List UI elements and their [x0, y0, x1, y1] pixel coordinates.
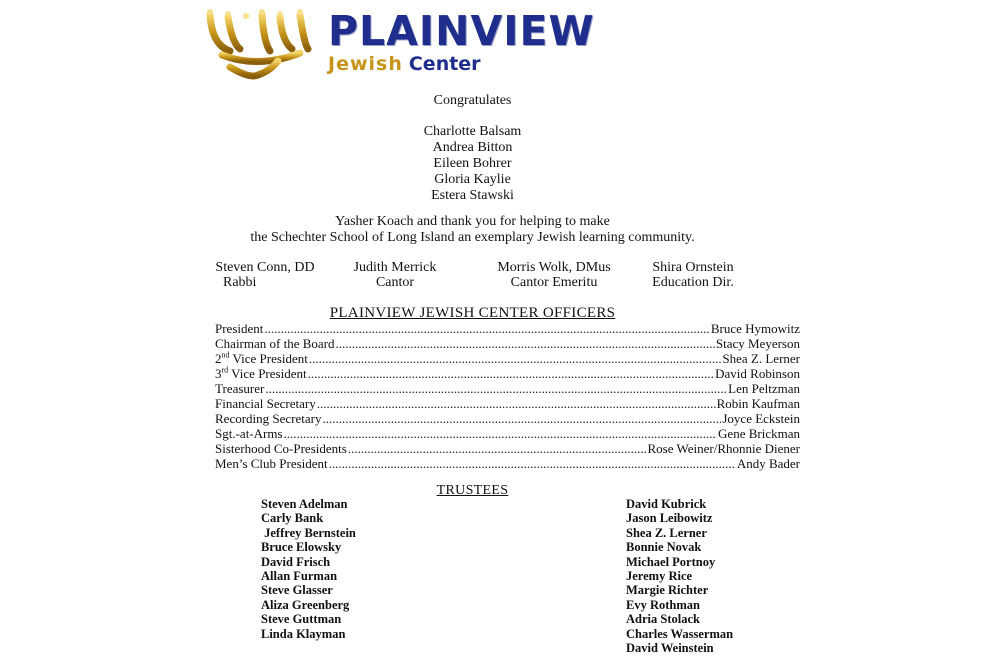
trustee-name: Allan Furman	[261, 568, 338, 583]
congratulates-heading: Congratulates	[433, 93, 512, 108]
officer-name: Stacy Meyerson	[715, 336, 800, 351]
dot-leader	[309, 351, 721, 366]
dot-leader	[265, 381, 727, 396]
ordinal-number: 2	[215, 351, 222, 366]
officer-name: Shea Z. Lerner	[722, 351, 800, 366]
officer-name: Joyce Eckstein	[722, 411, 800, 426]
dot-leader	[264, 321, 709, 336]
officer-title: Men’s Club President	[215, 456, 328, 471]
trustee-name: Steve Guttman	[261, 612, 342, 627]
officer-row	[215, 336, 800, 351]
dot-leader	[348, 441, 647, 456]
officer-row	[215, 366, 800, 381]
trustee-name: Steve Glasser	[261, 583, 333, 598]
logo-subtitle-center: Center	[408, 53, 481, 75]
clergy-role: Cantor Emeritu	[510, 275, 598, 290]
clergy-role: Rabbi	[223, 275, 257, 290]
trustee-name: Charles Wasserman	[626, 626, 734, 641]
officer-title: Treasurer	[215, 381, 265, 396]
plainview-logo	[200, 5, 670, 85]
thanks-message	[0, 214, 945, 246]
trustees-right-column	[626, 497, 733, 655]
trustee-name: Margie Richter	[626, 583, 709, 598]
officer-row	[215, 351, 800, 366]
menorah-logo-icon	[200, 5, 318, 81]
honoree-name: Estera Stawski	[431, 188, 514, 203]
trustee-name: David Kubrick	[626, 497, 707, 511]
trustees-left-column	[261, 497, 356, 641]
honoree-name: Andrea Bitton	[432, 140, 513, 155]
thanks-line-2: the Schechter School of Long Island an exemplary Jewish learning community.	[250, 230, 695, 245]
honoree-name: Eileen Bohrer	[433, 156, 512, 171]
dot-leader	[322, 411, 721, 426]
officer-name: Andy Bader	[736, 456, 800, 471]
officer-title: Sisterhood Co-Presidents	[215, 441, 347, 456]
dot-leader	[329, 456, 736, 471]
officer-row	[215, 426, 800, 441]
officer-name: Gene Brickman	[718, 426, 800, 441]
officer-name: Rose Weiner/Rhonnie Diener	[647, 441, 800, 456]
officer-title: Sgt.-at-Arms	[215, 426, 283, 441]
officer-title: Recording Secretary	[215, 411, 322, 426]
clergy-member	[205, 260, 325, 290]
officer-name: Robin Kaufman	[716, 396, 800, 411]
clergy-role: Cantor	[375, 275, 415, 290]
clergy-name: Morris Wolk, DMus	[497, 260, 611, 275]
trustee-name: Bonnie Novak	[626, 540, 702, 555]
dot-leader	[336, 336, 715, 351]
trustee-name: Steven Adelman	[261, 497, 348, 511]
officer-title: Chairman of the Board	[215, 336, 335, 351]
officer-title-text: Vice President	[229, 351, 308, 366]
trustee-name: Adria Stolack	[626, 612, 700, 627]
ordinal-suffix: nd	[221, 350, 230, 360]
officer-title	[215, 351, 308, 366]
officer-row	[215, 411, 800, 426]
officer-name: Len Peltzman	[728, 381, 800, 396]
logo-title: PLAINVIEW	[328, 7, 595, 55]
trustee-name: Linda Klayman	[261, 626, 346, 641]
dot-leader	[317, 396, 716, 411]
ordinal-number: 3	[215, 366, 222, 381]
thanks-line-1: Yasher Koach and thank you for helping to make	[335, 214, 610, 229]
clergy-name: Judith Merrick	[353, 260, 437, 275]
officer-title: President	[215, 321, 264, 336]
officer-title: Financial Secretary	[215, 396, 316, 411]
ordinal-suffix: rd	[221, 365, 229, 375]
officer-name: Bruce Hymowitz	[710, 321, 800, 336]
officer-row	[215, 441, 800, 456]
trustee-name: David Frisch	[261, 554, 331, 569]
clergy-member	[484, 260, 624, 290]
trustee-name: Michael Portnoy	[626, 554, 716, 569]
officers-heading: PLAINVIEW JEWISH CENTER OFFICERS	[329, 305, 616, 321]
dot-leader	[308, 366, 715, 381]
honorees-list	[0, 124, 945, 204]
trustee-name: Jeffrey Bernstein	[261, 525, 356, 540]
officer-name: David Robinson	[715, 366, 800, 381]
officer-title-text: Vice President	[228, 366, 307, 381]
clergy-member	[638, 260, 748, 290]
trustee-name: Jeremy Rice	[626, 568, 693, 583]
trustees-heading: TRUSTEES	[436, 483, 509, 498]
trustee-name: Shea Z. Lerner	[626, 525, 707, 540]
clergy-role: Education Dir.	[652, 275, 734, 290]
logo-subtitle	[328, 53, 481, 75]
clergy-name: Shira Ornstein	[652, 260, 734, 275]
honoree-name: Gloria Kaylie	[434, 172, 511, 187]
trustee-name: Bruce Elowsky	[261, 540, 342, 555]
officer-title	[215, 366, 307, 381]
officer-row	[215, 456, 800, 471]
dot-leader	[284, 426, 718, 441]
officer-row	[215, 396, 800, 411]
trustee-name: Jason Leibowitz	[626, 511, 713, 526]
officer-row	[215, 321, 800, 336]
honoree-name: Charlotte Balsam	[423, 124, 522, 139]
trustee-name: Carly Bank	[261, 511, 324, 526]
trustee-name: Aliza Greenberg	[261, 597, 350, 612]
officer-row	[215, 381, 800, 396]
clergy-name: Steven Conn, DD	[215, 260, 315, 275]
trustee-name: Evy Rothman	[626, 597, 700, 612]
clergy-member	[340, 260, 450, 290]
logo-subtitle-jewish: Jewish	[328, 53, 403, 75]
trustee-name: David Weinstein	[626, 640, 714, 655]
officers-list	[215, 321, 800, 471]
